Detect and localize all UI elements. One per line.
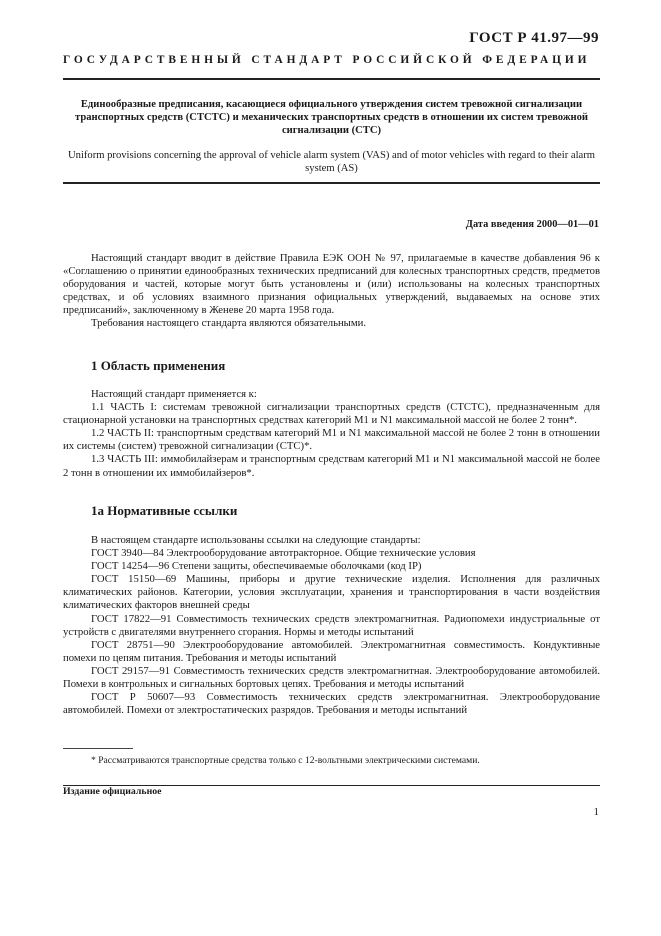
title-russian: Единообразные предписания, касающиеся официального утверждения систем тревожной сигнализации транспортных средств (СТСТС) и механических транспортных средств в отношении их систем тревожной сигнализации (СТС) <box>74 99 588 136</box>
preamble-paragraph: Требования настоящего стандарта являются обязательными. <box>91 317 367 330</box>
state-standard-banner: ГОСУДАРСТВЕННЫЙ СТАНДАРТ РОССИЙСКОЙ ФЕДЕРАЦИИ <box>63 54 591 66</box>
section-1a-heading: 1а Нормативные ссылки <box>91 503 238 518</box>
section-paragraph: Настоящий стандарт применяется к: <box>91 388 257 400</box>
footnote-divider <box>63 748 133 749</box>
reference-paragraph: ГОСТ 14254—96 Степени защиты, обеспечиваемые оболочками (код IP) <box>91 560 422 573</box>
reference-paragraph: ГОСТ 28751—90 Электрооборудование автомобилей. Электромагнитная совместимость. Кондуктивные помехи по цепям питания. Требования и методы испытаний <box>63 638 600 664</box>
document-number: ГОСТ Р 41.97—99 <box>469 30 599 46</box>
reference-paragraph: ГОСТ 17822—91 Совместимость технических средств электромагнитная. Радиопомехи индустриальные от устройств с двигателями внутреннего сгорания. Нормы и методы испытаний <box>63 612 600 638</box>
section-paragraph: 1.2 ЧАСТЬ II: транспортным средствам категорий М1 и N1 максимальной массой не более 2 тонн в отношении их системы (систем) тревожной сигнализации (СТС)*. <box>63 427 600 453</box>
title-divider <box>63 182 600 184</box>
section-paragraph: 1.3 ЧАСТЬ III: иммобилайзерам и транспортным средствам категорий М1 и N1 максимальной массой не более 2 тонн в отношении их иммобилайзеров*. <box>63 453 600 479</box>
reference-paragraph: В настоящем стандарте использованы ссылки на следующие стандарты: <box>91 534 421 546</box>
section-1a-body <box>63 534 600 717</box>
reference-paragraph: ГОСТ 3940—84 Электрооборудование автотракторное. Общие технические условия <box>91 547 476 560</box>
top-divider <box>63 78 600 80</box>
reference-paragraph: ГОСТ 29157—91 Совместимость технических средств электромагнитная. Электрооборудование автомобилей. Помехи в контрольных и сигнальных бортовых цепях. Требования и методы испытаний <box>63 664 600 691</box>
reference-paragraph: ГОСТ Р 50607—93 Совместимость технических средств электромагнитная. Электрооборудование автомобилей. Помехи от электростатических разрядов. Требования и методы испытаний <box>63 691 600 717</box>
page-number: 1 <box>593 806 599 818</box>
section-1-heading: 1 Область применения <box>91 358 226 373</box>
section-1-body <box>63 388 600 480</box>
introduction-date: Дата введения 2000—01—01 <box>465 219 599 230</box>
title-english: Uniform provisions concerning the approval of vehicle alarm system (VAS) and of motor vehicles with regard to their alarm system (AS) <box>68 150 595 174</box>
section-paragraph: 1.1 ЧАСТЬ I: системам тревожной сигнализации транспортных средств (СТСТС), предназначенным для стационарной установки на транспортных средствах категорий М1 и N1 максимальной массой не более 2 тонн*. <box>63 401 600 427</box>
footnote: * Рассматриваются транспортные средства только с 12-вольтными электрическими системами. <box>91 755 480 766</box>
preamble-paragraph: Настоящий стандарт вводит в действие Правила ЕЭК ООН № 97, прилагаемые в качестве добавления 96 к «Соглашению о принятии единообразных технических предписаний для колесных транспортных средств, предметов оборудования и частей, которые могут быть установлены и (или) использованы на колесных транспортных средствах, и об условиях взаимного признания официальных утверждений, выдаваемых на основе этих предписаний», заключенному в Женеве 20 марта 1958 года. <box>63 252 600 317</box>
edition-label: Издание официальное <box>63 786 162 797</box>
preamble <box>63 252 600 331</box>
reference-paragraph: ГОСТ 15150—69 Машины, приборы и другие технические изделия. Исполнения для различных климатических районов. Категории, условия эксплуатации, хранения и транспортирования в части воздействия климатических факторов внешней среды <box>63 573 600 612</box>
